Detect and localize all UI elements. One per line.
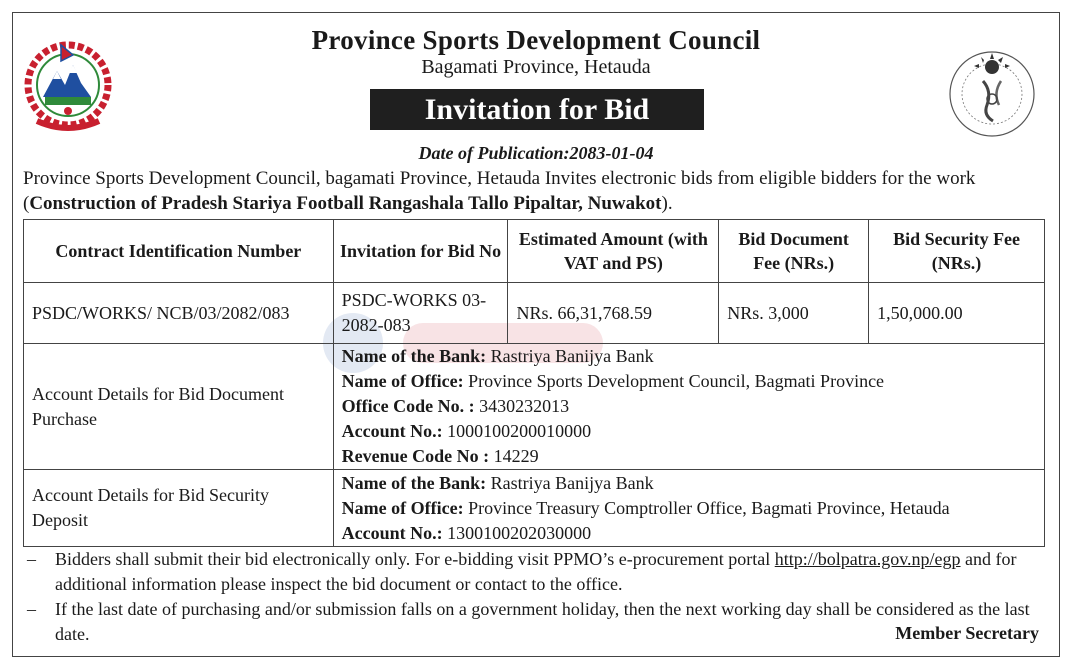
notice-frame — [12, 12, 1060, 657]
cell-ifb-no: PSDC-WORKS 03-2082-083 — [333, 283, 508, 344]
bank-value: Rastriya Banijya Bank — [486, 472, 654, 493]
table-header-row — [24, 220, 1045, 283]
publication-date: Date of Publication:2083-01-04 — [418, 143, 654, 163]
notes-list — [23, 547, 1045, 647]
header-security-fee: Bid Security Fee (NRs.) — [869, 220, 1045, 283]
office-value: Province Sports Development Council, Bagmati Province — [463, 371, 885, 391]
signer-title: Member Secretary — [895, 623, 1039, 643]
intro-text-after: ). — [661, 193, 673, 214]
cell-contract-id: PSDC/WORKS/ NCB/03/2082/083 — [24, 283, 334, 344]
bank-label: Name of the Bank: — [341, 472, 487, 493]
note1-text: Bidders shall submit their bid electronically only. For e-bidding visit PPMO’s e-procurement portal — [55, 549, 775, 569]
org-title: Province Sports Development Council — [311, 25, 761, 55]
note2-text: If the last date of purchasing and/or submission falls on a government holiday, then the next working day shall be considered as the last date. — [55, 599, 1030, 644]
bank-value: Rastriya Banijya Bank — [486, 346, 654, 366]
note-item — [23, 547, 1045, 597]
office-label: Name of Office: — [341, 497, 464, 518]
office-code-label: Office Code No. : — [341, 396, 475, 416]
table-row — [24, 344, 1045, 470]
intro-text-before: Province Sports Development Council, bagamati Province, Hetauda Invites electronic bids from eligible bidders for the work ( — [23, 168, 976, 214]
account-label: Account No.: — [341, 522, 443, 543]
bid-table — [23, 219, 1045, 547]
council-logo-icon — [943, 39, 1041, 149]
note-item — [23, 597, 1045, 647]
bank-label: Name of the Bank: — [341, 346, 487, 366]
account-value: 1000100200010000 — [442, 421, 592, 441]
header-contract-id: Contract Identification Number — [24, 220, 334, 283]
notice-title: Invitation for Bid — [370, 89, 704, 130]
header-ifb-no: Invitation for Bid No — [333, 220, 508, 283]
account-purchase-label: Account Details for Bid Document Purchase — [24, 344, 334, 470]
revenue-label: Revenue Code No : — [341, 446, 490, 466]
account-label: Account No.: — [341, 421, 443, 441]
note-dash: – — [27, 599, 36, 619]
revenue-value: 14229 — [489, 446, 539, 466]
org-subtitle: Bagamati Province, Hetauda — [421, 56, 651, 78]
cell-doc-fee: NRs. 3,000 — [719, 283, 869, 344]
office-value: Province Treasury Comptroller Office, Bagmati Province, Hetauda — [463, 497, 950, 518]
office-label: Name of Office: — [341, 371, 464, 391]
office-code-value: 3430232013 — [474, 396, 570, 416]
cell-security-fee: 1,50,000.00 — [869, 283, 1045, 344]
cell-estimated-amount: NRs. 66,31,768.59 — [508, 283, 719, 344]
intro-paragraph — [23, 166, 1043, 216]
account-value: 1300100202030000 — [442, 522, 592, 543]
account-security-label: Account Details for Bid Security Deposit — [24, 470, 334, 547]
table-row — [24, 470, 1045, 547]
note1-text-after: and for additional information please inspect the bid document or contact to the office. — [55, 549, 1017, 594]
note-dash: – — [27, 549, 36, 569]
account-purchase-details — [333, 344, 1044, 470]
work-name: Construction of Pradesh Stariya Football Rangashala Tallo Pipaltar, Nuwakot — [29, 193, 662, 214]
notice-header — [13, 13, 1059, 153]
egp-portal-link[interactable]: http://bolpatra.gov.np/egp — [774, 549, 961, 569]
header-doc-fee: Bid Document Fee (NRs.) — [719, 220, 869, 283]
account-security-details — [333, 470, 1044, 547]
table-row — [24, 283, 1045, 344]
header-estimated-amount: Estimated Amount (with VAT and PS) — [508, 220, 719, 283]
